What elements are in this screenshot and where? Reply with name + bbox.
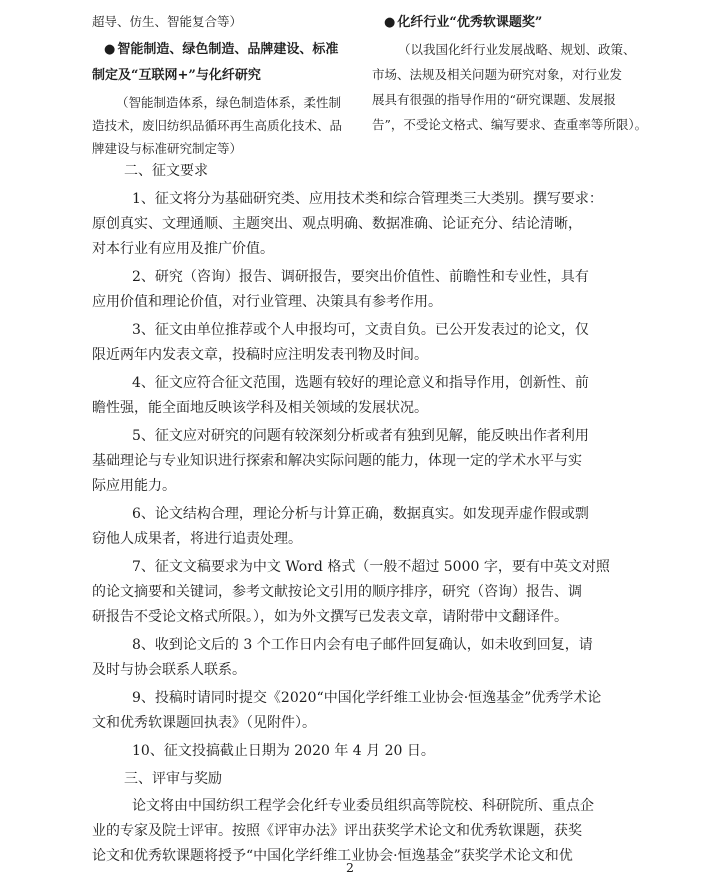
req-8-line-1: 8、收到论文后的 3 个工作日内会有电子邮件回复确认，如未收到回复，请 [132, 637, 593, 653]
req-5-line-1: 5、征文应对研究的问题有较深刻分析或者有独到见解，能反映出作者利用 [132, 428, 589, 444]
req-3-line-1: 3、征文由单位推荐或个人申报均可，文责自负。已公开发表过的论文，仅 [132, 322, 589, 338]
soft-topic-award-heading [384, 16, 542, 29]
section-review-heading: 三、评审与奖励 [124, 771, 222, 787]
req-5-line-2: 基础理论与专业知识进行探索和解决实际问题的能力，体现一定的学术水平与实 [92, 453, 582, 469]
bullet-icon: ● [384, 15, 396, 30]
req-5-line-3: 际应用能力。 [92, 478, 176, 494]
smart-manufacturing-topic-heading [104, 43, 338, 56]
req-1-line-3: 对本行业有应用及推广价值。 [92, 241, 274, 257]
req-6-line-1: 6、论文结构合理，理论分析与计算正确，数据真实。如发现弄虚作假或剽 [132, 506, 589, 522]
req-2-line-2: 应用价值和理论价值，对行业管理、决策具有参考作用。 [92, 294, 442, 310]
req-9-line-1: 9、投稿时请同时提交《2020“中国化学纤维工业协会·恒逸基金”优秀学术论 [132, 690, 602, 706]
req-8-line-2: 及时与协会联系人联系。 [92, 662, 246, 678]
req-4-line-1: 4、征文应符合征文范围，选题有较好的理论意义和指导作用，创新性、前 [132, 375, 589, 391]
section-requirements-heading: 二、征文要求 [124, 163, 208, 179]
topic-heading-line1: 智能制造、绿色制造、品牌建设、标准 [117, 42, 339, 57]
req-7-line-1: 7、征文文稿要求为中文 Word 格式（一般不超过 5000 字，要有中英文对照 [132, 559, 610, 575]
req-3-line-2: 限近两年内发表文章，投稿时应注明发表刊物及时间。 [92, 347, 428, 363]
bullet-icon: ● [104, 42, 116, 57]
req-1-line-2: 原创真实、文理通顺、主题突出、观点明确、数据准确、论证充分、结论清晰， [92, 216, 582, 232]
right-topic-heading: 化纤行业“优秀软课题奖” [397, 15, 543, 30]
left-desc-line-1: （智能制造体系，绿色制造体系，柔性制 [116, 95, 342, 110]
req-4-line-2: 瞻性强，能全面地反映该学科及相关领域的发展状况。 [92, 400, 428, 416]
req-9-line-2: 文和优秀软课题回执表》（见附件）。 [92, 715, 316, 731]
req-6-line-2: 窃他人成果者，将进行追责处理。 [92, 531, 302, 547]
req-7-line-3: 研报告不受论文格式所限。），如为外文撰写已发表文章，请附带中文翻译件。 [92, 609, 568, 625]
review-line-2: 业的专家及院士评审。按照《评审办法》评出获奖学术论文和优秀软课题，获奖 [92, 823, 582, 839]
topic-heading-line2: 制定及“互联网+”与化纤研究 [92, 68, 261, 83]
req-2-line-1: 2、研究（咨询）报告、调研报告，要突出价值性、前瞻性和专业性，具有 [132, 269, 589, 285]
right-desc-line-2: 市场、法规及相关问题为研究对象，对行业发 [372, 67, 623, 82]
req-7-line-2: 的论文摘要和关键词，参考文献按论文引用的顺序排序，研究（咨询）报告、调 [92, 584, 582, 600]
req-1-line-1: 1、征文将分为基础研究类、应用技术类和综合管理类三大类别。撰写要求： [132, 191, 603, 207]
review-line-3: 论文和优秀软课题将授予“中国化学纤维工业协会·恒逸基金”获奖学术论文和优 [92, 848, 573, 864]
req-10-line-1: 10、征文投搞截止日期为 2020 年 4 月 20 日。 [132, 743, 435, 759]
right-desc-line-3: 展具有很强的指导作用的“研究课题、发展报 [372, 92, 616, 107]
review-line-1: 论文将由中国纺织工程学会化纤专业委员组织高等院校、科研院所、重点企 [132, 798, 594, 814]
left-desc-line-2: 造技术，废旧纺织品循环再生高质化技术、品 [92, 118, 343, 133]
right-desc-line-4: 告”，不受论文格式、编写要求、查重率等所限）。 [372, 117, 648, 132]
left-top-fragment: 超导、仿生、智能复合等） [92, 14, 243, 29]
left-desc-line-3: 牌建设与标准研究制定等） [92, 141, 243, 156]
page-number: 2 [346, 860, 354, 875]
right-desc-line-1: （以我国化纤行业发展战略、规划、政策、 [398, 42, 636, 57]
